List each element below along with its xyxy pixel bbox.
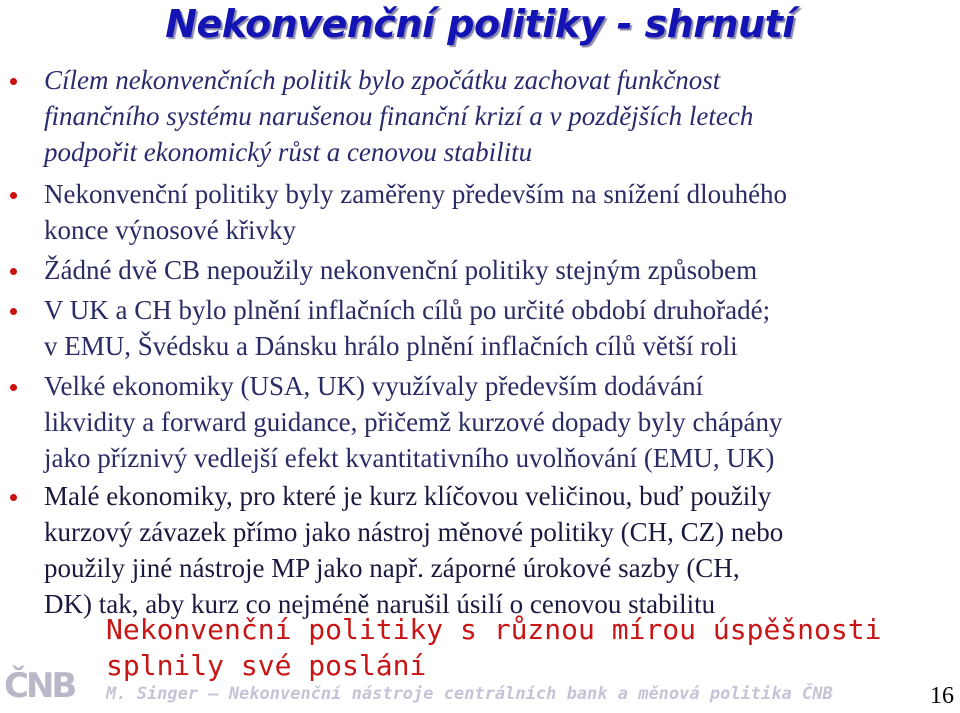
bullet-dot-icon xyxy=(10,78,17,85)
bullet-line: podpořit ekonomický růst a cenovou stabilitu xyxy=(44,137,533,167)
bullet-line: finančního systému narušenou finanční krizí a v pozdějších letech xyxy=(44,101,754,131)
bullet-line: použily jiné nástroje MP jako např. záporné úrokové sazby (CH, xyxy=(44,553,740,583)
bullet-line: Nekonvenční politiky byly zaměřeny především na snížení dlouhého xyxy=(44,179,788,209)
bullet-line: Malé ekonomiky, pro které je kurz klíčovou veličinou, buď použily xyxy=(44,481,772,511)
bullet-line: V UK a CH bylo plnění inflačních cílů po určité období druhořadé; xyxy=(44,295,771,325)
bullet-dot-icon xyxy=(10,384,17,391)
bullet-dot-icon xyxy=(10,308,17,315)
slide-title: Nekonvenční politiky - shrnutí xyxy=(165,2,795,46)
bullet-line: Velké ekonomiky (USA, UK) využívaly především dodávání xyxy=(44,371,704,401)
conclusion-text xyxy=(106,612,881,684)
bullet-line: konce výnosové křivky xyxy=(44,215,296,245)
bullet-dot-icon xyxy=(10,494,17,501)
footer-text: M. Singer – Nekonvenční nástroje centrálních bank a měnová politika ČNB xyxy=(106,684,833,704)
bullet-line: jako příznivý vedlejší efekt kvantitativního uvolňování (EMU, UK) xyxy=(44,443,775,473)
logo-text: ČNB xyxy=(4,666,75,706)
conclusion-line: Nekonvenční politiky s různou mírou úspěšnosti xyxy=(106,613,882,646)
cnb-logo xyxy=(4,664,84,708)
bullet-dot-icon xyxy=(10,268,17,275)
bullet-line: Cílem nekonvenčních politik bylo zpočátku zachovat funkčnost xyxy=(44,65,721,95)
bullet-line: v EMU, Švédsku a Dánsku hrálo plnění inflačních cílů větší roli xyxy=(44,331,738,361)
bullet-line: kurzový závazek přímo jako nástroj měnové politiky (CH, CZ) nebo xyxy=(44,517,784,547)
bullet-line: likvidity a forward guidance, přičemž kurzové dopady byly chápány xyxy=(44,407,783,437)
bullet-line: Žádné dvě CB nepoužily nekonvenční politiky stejným způsobem xyxy=(44,255,758,285)
conclusion-line: splnily své poslání xyxy=(106,649,427,682)
page-number: 16 xyxy=(930,683,954,709)
bullet-dot-icon xyxy=(10,192,17,199)
bullet-line: DK) tak, aby kurz co nejméně narušil úsilí o cenovou stabilitu xyxy=(44,589,716,619)
